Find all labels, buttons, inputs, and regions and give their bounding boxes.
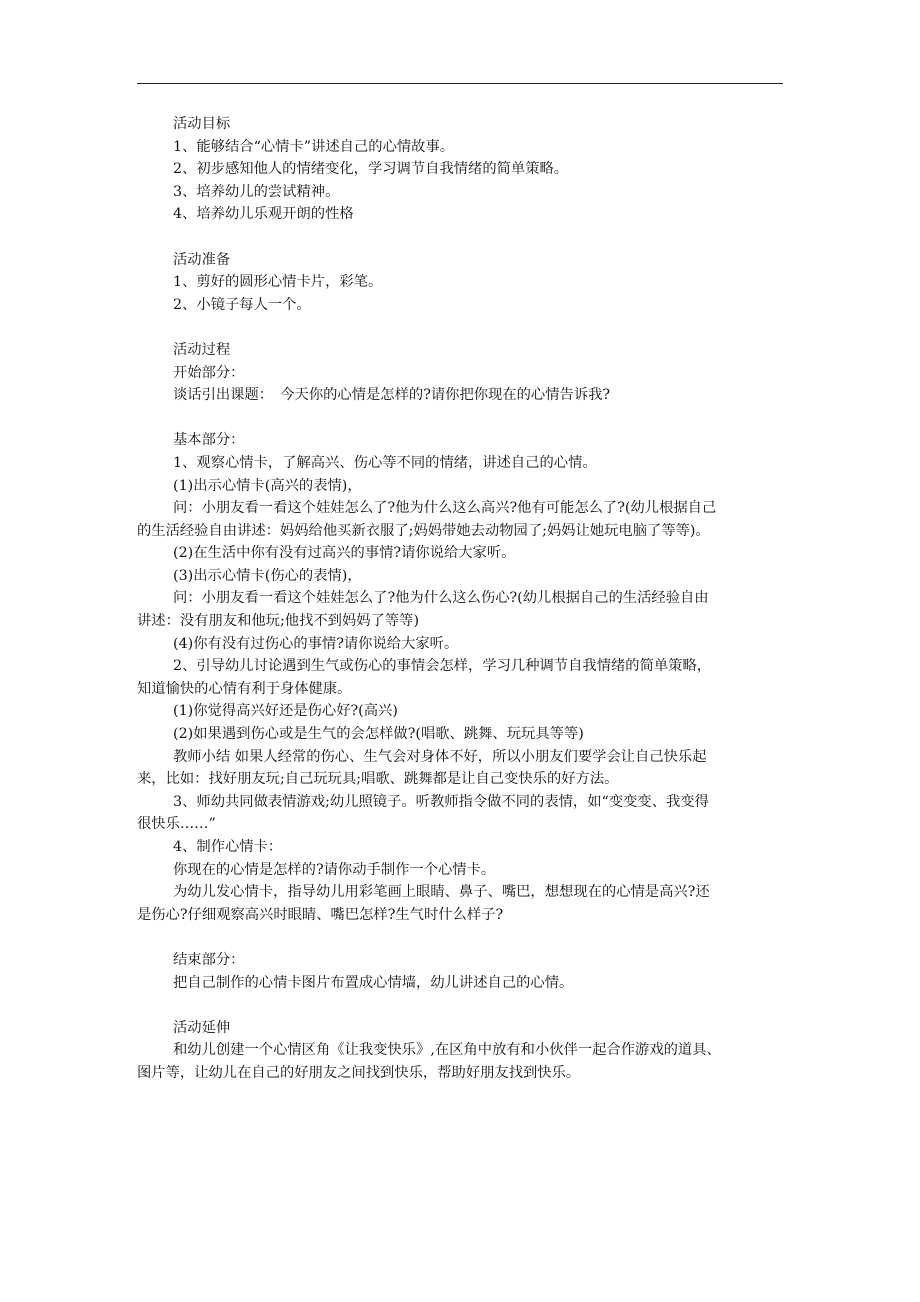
- basic-line: 3、师幼共同做表情游戏;幼儿照镜子。听教师指令做不同的表情，如“变变变、我变得: [173, 793, 709, 810]
- spacer: [137, 926, 787, 949]
- basic-line: 知道愉快的心情有利于身体健康。: [137, 680, 352, 697]
- basic-line: 的生活经验自由讲述：妈妈给他买新衣服了;妈妈带她去动物园了;妈妈让她玩电脑了等等)。: [137, 522, 710, 539]
- basic-line: 1、观察心情卡，了解高兴、伤心等不同的情绪，讲述自己的心情。: [173, 454, 597, 471]
- end-text: 把自己制作的心情卡图片布置成心情墙，幼儿讲述自己的心情。: [173, 974, 574, 991]
- document-body: [137, 113, 787, 1085]
- header-rule: [137, 83, 783, 84]
- basic-line: 教师小结 如果人经常的伤心、生气会对身体不好，所以小朋友们要学会让自己快乐起: [173, 748, 707, 765]
- goal-item-4: 4、培养幼儿乐观开朗的性格: [173, 206, 354, 223]
- goal-item-2: 2、初步感知他人的情绪变化，学习调节自我情绪的简单策略。: [173, 161, 569, 178]
- basic-line: (1)你觉得高兴好还是伤心好?(高兴): [173, 703, 398, 720]
- spacer: [137, 316, 787, 339]
- start-text: 谈话引出课题： 今天你的心情是怎样的?请你把你现在的心情告诉我?: [173, 387, 611, 404]
- start-heading: 开始部分：: [173, 364, 245, 381]
- basic-line: (1)出示心情卡(高兴的表情)，: [173, 477, 362, 494]
- basic-line: 2、引导幼儿讨论遇到生气或伤心的事情会怎样，学习几种调节自我情绪的简单策略，: [173, 658, 712, 675]
- process-heading: 活动过程: [173, 341, 231, 358]
- basic-line: 为幼儿发心情卡，指导幼儿用彩笔画上眼睛、鼻子、嘴巴，想想现在的心情是高兴?还: [173, 884, 710, 901]
- basic-line: (2)如果遇到伤心或是生气的会怎样做?(唱歌、跳舞、玩玩具等等): [173, 726, 584, 743]
- extension-line: 和幼儿创建一个心情区角《让我变快乐》,在区角中放有和小伙伴一起合作游戏的道具、: [173, 1042, 721, 1059]
- extension-heading: 活动延伸: [173, 1019, 231, 1036]
- spacer: [137, 994, 787, 1017]
- basic-line: (4)你有没有过伤心的事情?请你说给大家听。: [173, 635, 459, 652]
- basic-line: (3)出示心情卡(伤心的表情)，: [173, 567, 362, 584]
- basic-heading: 基本部分：: [173, 432, 245, 449]
- basic-line: 你现在的心情是怎样的?请你动手制作一个心情卡。: [173, 861, 496, 878]
- basic-line: 问：小朋友看一看这个娃娃怎么了?他为什么这么伤心?(幼儿根据自己的生活经验自由: [173, 590, 709, 607]
- goal-item-3: 3、培养幼儿的尝试精神。: [173, 183, 340, 200]
- spacer: [137, 226, 787, 249]
- extension-line: 图片等，让幼儿在自己的好朋友之间找到快乐，帮助好朋友找到快乐。: [137, 1064, 581, 1081]
- basic-line: 讲述：没有朋友和他玩;他找不到妈妈了等等): [137, 613, 420, 630]
- basic-line: 来，比如：找好朋友玩;自己玩玩具;唱歌、跳舞都是让自己变快乐的好方法。: [137, 771, 619, 788]
- goal-item-1: 1、能够结合“心情卡”讲述自己的心情故事。: [173, 138, 455, 155]
- goals-heading: 活动目标: [173, 116, 231, 132]
- prep-item-2: 2、小镜子每人一个。: [173, 296, 311, 313]
- spacer: [137, 407, 787, 430]
- end-heading: 结束部分：: [173, 951, 245, 968]
- basic-line: 4、制作心情卡：: [173, 839, 283, 855]
- basic-line: (2)在生活中你有没有过高兴的事情?请你说给大家听。: [173, 545, 516, 562]
- prep-item-1: 1、剪好的圆形心情卡片，彩笔。: [173, 274, 383, 291]
- basic-line: 很快乐……”: [137, 816, 216, 833]
- prep-heading: 活动准备: [173, 251, 231, 268]
- basic-line: 是伤心?仔细观察高兴时眼睛、嘴巴怎样?生气时什么样子?: [137, 906, 504, 923]
- basic-line: 问：小朋友看一看这个娃娃怎么了?他为什么这么高兴?他有可能怎么了?(幼儿根据自己: [173, 500, 717, 517]
